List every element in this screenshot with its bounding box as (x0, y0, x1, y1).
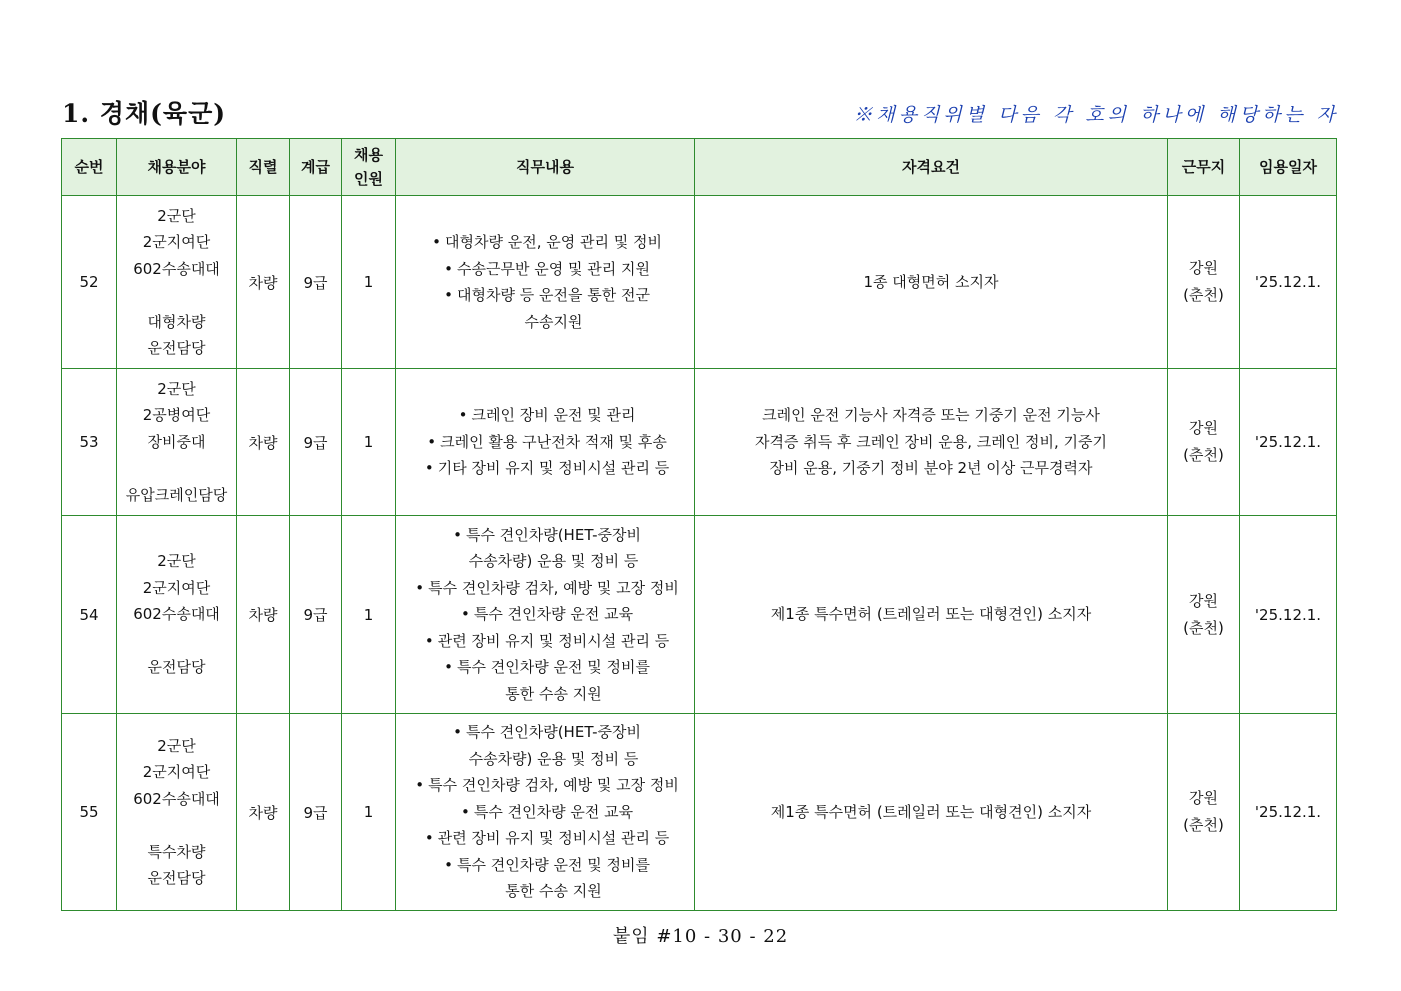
qualification (695, 369, 1168, 516)
bullet-icon: • (427, 432, 437, 451)
recruit-field-line: 2군지여단 (142, 763, 211, 781)
headcount: 1 (342, 714, 396, 911)
bullet-icon: • (460, 802, 470, 821)
qualification-line: 제1종 특수면허 (트레일러 또는 대형견인) 소지자 (770, 802, 1092, 821)
table-row (62, 714, 1337, 911)
qualification-line: 제1종 특수면허 (트레일러 또는 대형견인) 소지자 (770, 605, 1092, 624)
header-series: 직렬 (237, 139, 290, 196)
duty-text: 특수 견인차량(HET-중장비 (466, 525, 641, 544)
work-location-line: 강원 (1189, 259, 1218, 277)
duty-text: 수송차량) 운용 및 정비 등 (468, 749, 639, 768)
table-header-row (62, 139, 1337, 196)
line-spacer (117, 812, 236, 839)
recruit-field-line: 운전담당 (147, 339, 206, 357)
qualification-line: 자격증 취득 후 크레인 장비 운용, 크레인 정비, 기중기 (755, 432, 1107, 451)
duty-text: 수송근무반 운영 및 관리 지원 (457, 259, 650, 278)
header-date: 임용일자 (1240, 139, 1337, 196)
appointment-date: '25.12.1. (1240, 196, 1337, 369)
table-body (62, 196, 1337, 911)
work-location (1168, 714, 1240, 911)
header-count-line: 채용 (354, 146, 383, 164)
duty-text: 관련 장비 유지 및 정비시설 관리 등 (437, 829, 670, 848)
duty-line (396, 282, 694, 309)
grade: 9급 (290, 516, 342, 714)
duty-line (396, 719, 694, 746)
duty-text: 특수 견인차량 검차, 예방 및 고장 정비 (428, 578, 679, 597)
page-footer: 붙임 #10 - 30 - 22 (612, 926, 789, 947)
series: 차량 (237, 369, 290, 516)
duty-text: 특수 견인차량 운전 교육 (473, 802, 634, 821)
duty-line (396, 852, 694, 879)
row-number: 53 (62, 369, 117, 516)
recruit-field-line: 602수송대대 (133, 789, 220, 808)
bullet-icon: • (458, 406, 468, 425)
duty-line (396, 601, 694, 628)
recruit-field-line: 운전담당 (147, 658, 206, 677)
duty-text: 대형차량 등 운전을 통한 전군 (457, 286, 650, 304)
bullet-icon: • (424, 631, 434, 650)
bullet-icon: • (415, 578, 425, 597)
work-location-line: 강원 (1189, 419, 1218, 437)
bullet-icon: • (444, 259, 453, 278)
recruit-field-line: 2공병여단 (142, 406, 211, 425)
eligibility-note: ※채용직위별 다음 각 호의 하나에 해당하는 자 (853, 104, 1339, 126)
duty-content (396, 369, 695, 516)
header-field: 채용분야 (117, 139, 237, 196)
duty-line (396, 229, 694, 256)
duty-text: 대형차량 운전, 운영 관리 및 정비 (445, 233, 662, 251)
header-location: 근무지 (1168, 139, 1240, 196)
duty-line (396, 522, 694, 549)
duty-line (396, 548, 694, 575)
header-count-line: 인원 (354, 170, 383, 188)
qualification-line: 1종 대형면허 소지자 (863, 272, 999, 291)
duty-text: 특수 견인차량 검차, 예방 및 고장 정비 (428, 776, 679, 795)
duty-line (396, 256, 694, 283)
qualification-line: 크레인 운전 기능사 자격증 또는 기중기 운전 기능사 (762, 406, 1100, 425)
duty-text: 통한 수송 지원 (505, 684, 602, 703)
header-qual: 자격요건 (695, 139, 1168, 196)
recruit-field-line: 2군단 (157, 736, 196, 755)
line-spacer (117, 282, 236, 309)
row-number: 55 (62, 714, 117, 911)
recruit-field-line: 602수송대대 (133, 605, 220, 624)
series: 차량 (237, 714, 290, 911)
headcount: 1 (342, 369, 396, 516)
duty-text: 관련 장비 유지 및 정비시설 관리 등 (437, 631, 670, 650)
bullet-icon: • (453, 525, 462, 544)
duty-text: 특수 견인차량 운전 교육 (473, 605, 634, 624)
table-row (62, 196, 1337, 369)
series: 차량 (237, 516, 290, 714)
recruit-field-line: 유압크레인담당 (125, 485, 228, 504)
duty-line (396, 654, 694, 681)
duty-text: 수송지원 (524, 312, 583, 331)
recruit-field (117, 369, 237, 516)
series: 차량 (237, 196, 290, 369)
recruit-field-line: 2군단 (157, 379, 196, 398)
duty-line (396, 746, 694, 773)
duty-line (396, 429, 694, 456)
work-location-line: 강원 (1189, 591, 1218, 610)
headcount: 1 (342, 516, 396, 714)
duty-line (396, 681, 694, 708)
table-row (62, 369, 1337, 516)
duty-text: 특수 견인차량(HET-중장비 (466, 723, 641, 742)
bullet-icon: • (444, 855, 453, 874)
work-location-line: 강원 (1189, 789, 1218, 807)
duty-line (396, 402, 694, 429)
recruit-field-line: 운전담당 (147, 869, 206, 887)
recruit-field-line: 장비중대 (147, 432, 206, 451)
bullet-icon: • (415, 776, 425, 795)
header-grade: 계급 (290, 139, 342, 196)
recruit-field (117, 196, 237, 369)
headcount: 1 (342, 196, 396, 369)
row-number: 52 (62, 196, 117, 369)
duty-line (396, 455, 694, 482)
duty-line (396, 575, 694, 602)
grade: 9급 (290, 369, 342, 516)
work-location-line: (춘천) (1183, 816, 1224, 834)
recruit-field-line: 대형차량 (147, 312, 206, 331)
duty-text: 기타 장비 유지 및 정비시설 관리 등 (437, 459, 670, 478)
row-number: 54 (62, 516, 117, 714)
work-location-line: (춘천) (1183, 618, 1224, 637)
bullet-icon: • (424, 459, 434, 478)
header-count (342, 139, 396, 196)
duty-content (396, 714, 695, 911)
work-location (1168, 196, 1240, 369)
bullet-icon: • (424, 829, 434, 848)
duty-text: 크레인 활용 구난전차 적재 및 후송 (440, 432, 667, 451)
duty-text: 특수 견인차량 운전 및 정비를 (457, 658, 650, 677)
section-title: 1. 경채(육군) (62, 99, 227, 128)
bullet-icon: • (453, 723, 462, 742)
appointment-date: '25.12.1. (1240, 369, 1337, 516)
duty-text: 통한 수송 지원 (505, 882, 602, 901)
duty-text: 수송차량) 운용 및 정비 등 (468, 552, 639, 571)
duty-line (396, 772, 694, 799)
recruit-field-line: 특수차량 (147, 842, 206, 861)
duty-line (396, 628, 694, 655)
bullet-icon: • (444, 286, 453, 304)
grade: 9급 (290, 196, 342, 369)
qualification (695, 714, 1168, 911)
appointment-date: '25.12.1. (1240, 714, 1337, 911)
line-spacer (117, 455, 236, 482)
duty-text: 크레인 장비 운전 및 관리 (471, 406, 636, 425)
duty-line (396, 799, 694, 826)
recruit-field (117, 516, 237, 714)
header-no: 순번 (62, 139, 117, 196)
duty-line (396, 878, 694, 905)
qualification (695, 516, 1168, 714)
bullet-icon: • (432, 233, 441, 251)
recruitment-table (61, 138, 1337, 911)
work-location-line: (춘천) (1183, 286, 1224, 304)
duty-text: 특수 견인차량 운전 및 정비를 (457, 855, 650, 874)
bullet-icon: • (444, 658, 453, 677)
recruit-field-line: 2군지여단 (142, 578, 211, 597)
qualification-line: 장비 운용, 기중기 정비 분야 2년 이상 근무경력자 (769, 459, 1093, 478)
bullet-icon: • (460, 605, 470, 624)
line-spacer (117, 628, 236, 655)
work-location-line: (춘천) (1183, 446, 1224, 464)
recruit-field-line: 2군단 (157, 552, 196, 571)
appointment-date: '25.12.1. (1240, 516, 1337, 714)
grade: 9급 (290, 714, 342, 911)
recruit-field-line: 2군지여단 (142, 233, 211, 251)
recruit-field-line: 2군단 (157, 206, 196, 225)
header-duty: 직무내용 (396, 139, 695, 196)
work-location (1168, 516, 1240, 714)
recruit-field-line: 602수송대대 (133, 259, 220, 278)
work-location (1168, 369, 1240, 516)
duty-line (396, 825, 694, 852)
duty-content (396, 196, 695, 369)
table-row (62, 516, 1337, 714)
qualification (695, 196, 1168, 369)
recruit-field (117, 714, 237, 911)
duty-line (396, 309, 694, 336)
duty-content (396, 516, 695, 714)
